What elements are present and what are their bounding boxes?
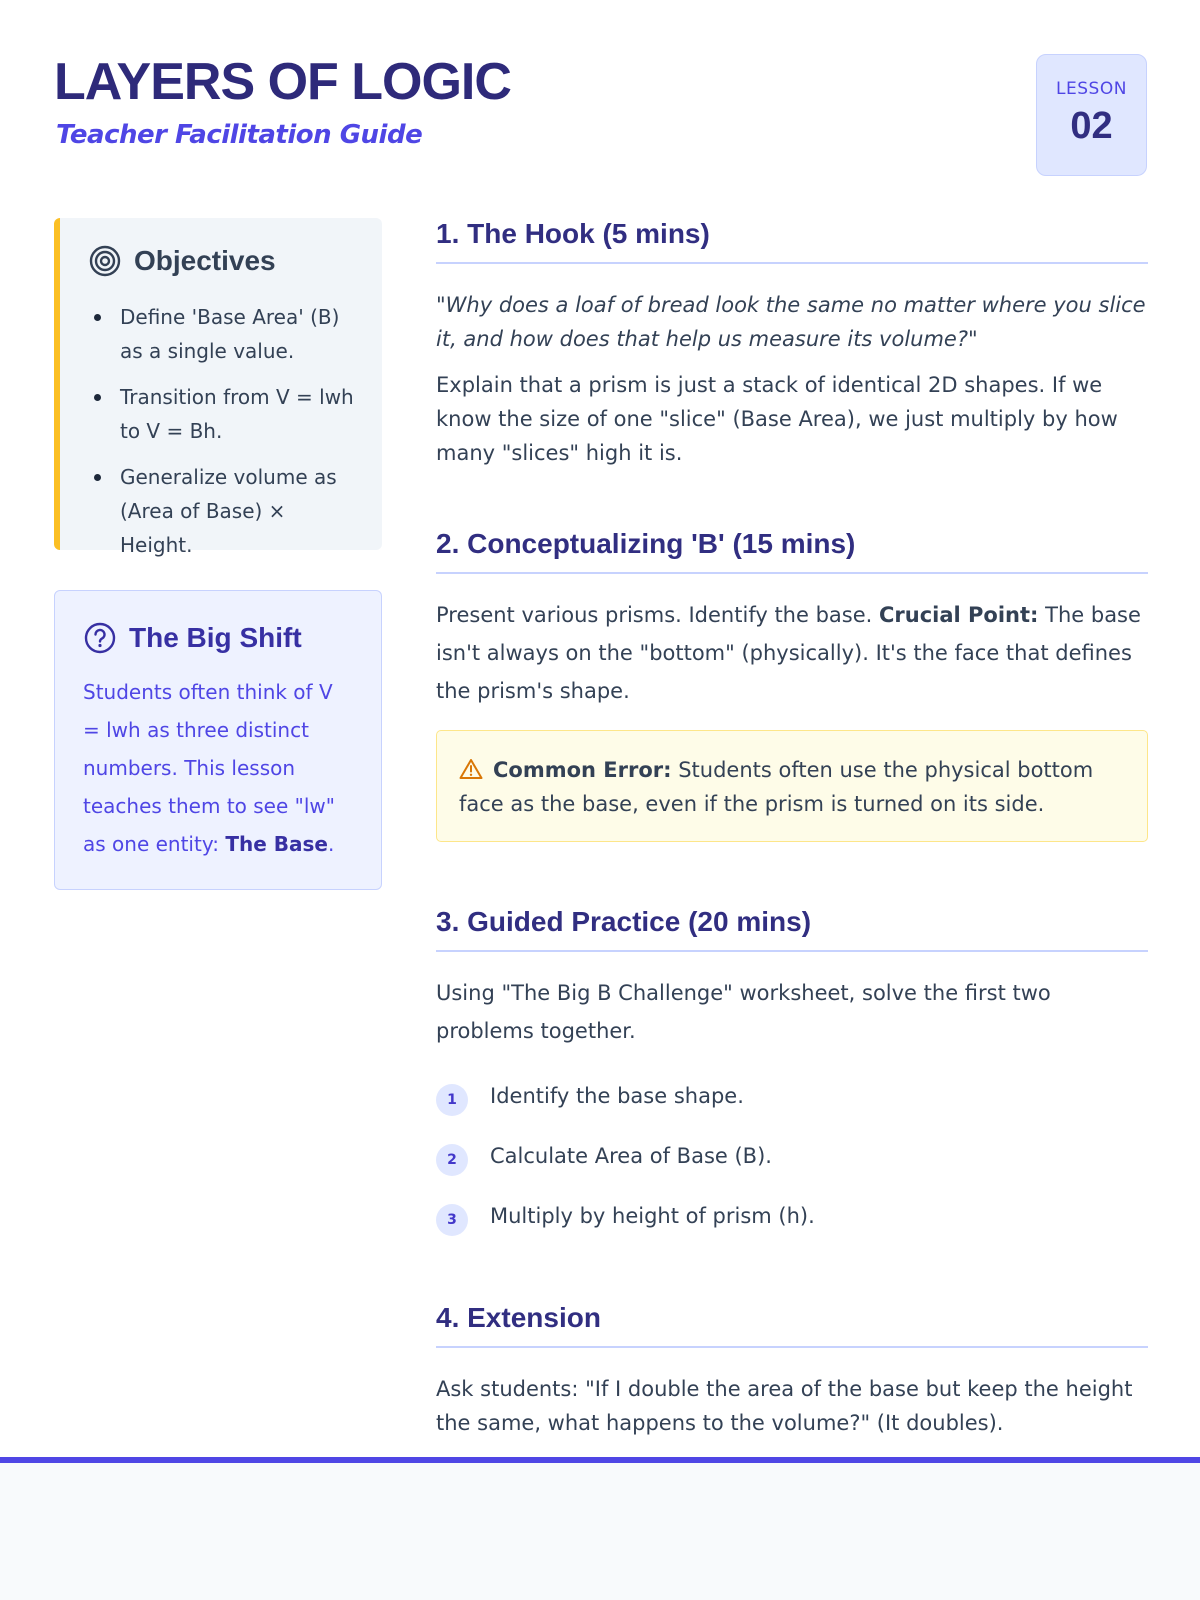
common-error-label: Common Error:: [493, 758, 672, 782]
concept-text-body: The base isn't always on the "bottom" (physically). It's the face that defines the prism's shape.: [436, 603, 1141, 703]
page-title: LAYERS OF LOGIC: [54, 53, 511, 111]
objectives-list: [88, 300, 354, 562]
section-title: 3. Guided Practice (20 mins): [436, 906, 1148, 952]
list-item: [436, 1070, 1148, 1130]
target-icon: [88, 244, 122, 278]
section-concept: [436, 528, 1148, 842]
step-text: Calculate Area of Base (B).: [490, 1144, 772, 1168]
hook-text: Explain that a prism is just a stack of identical 2D shapes. If we know the size of one "slice" (Base Area), we just multiply by how many "slices" high it is.: [436, 373, 1118, 465]
steps-list: [436, 1070, 1148, 1250]
footer-area: [0, 1463, 1200, 1600]
big-shift-text: [83, 673, 353, 863]
question-circle-icon: [83, 621, 117, 655]
list-item: Define 'Base Area' (B) as a single value.: [88, 300, 354, 368]
objectives-title: Objectives: [134, 245, 276, 276]
concept-text-lead: Present various prisms. Identify the base.: [436, 603, 879, 627]
step-number: 1: [436, 1084, 468, 1116]
lesson-number: 02: [1070, 105, 1113, 147]
big-shift-title: The Big Shift: [129, 622, 302, 653]
big-shift-text-end: .: [327, 832, 335, 856]
crucial-point-label: Crucial Point:: [879, 603, 1039, 627]
big-shift-card: [54, 590, 382, 890]
lesson-badge: [1036, 54, 1147, 176]
step-number: 3: [436, 1204, 468, 1236]
section-hook: [436, 218, 1148, 470]
step-number: 2: [436, 1144, 468, 1176]
section-title: 2. Conceptualizing 'B' (15 mins): [436, 528, 1148, 574]
page-subtitle: Teacher Facilitation Guide: [56, 120, 423, 150]
list-item: Generalize volume as (Area of Base) × Height.: [88, 460, 354, 562]
objectives-header: [88, 244, 354, 278]
main-content: [436, 218, 1148, 1440]
list-item: Transition from V = lwh to V = Bh.: [88, 380, 354, 448]
section-extension: [436, 1302, 1148, 1440]
hook-quote: "Why does a loaf of bread look the same no matter where you slice it, and how does that help us measure its volume?": [436, 293, 1146, 351]
section-title: 4. Extension: [436, 1302, 1148, 1348]
common-error-text: Students often use the physical bottom face as the base, even if the prism is turned on its side.: [459, 758, 1094, 816]
objectives-card: [54, 218, 382, 557]
step-text: Multiply by height of prism (h).: [490, 1204, 815, 1228]
extension-text: Ask students: "If I double the area of the base but keep the height the same, what happens to the volume?" (It doubles).: [436, 1377, 1133, 1435]
practice-text: Using "The Big B Challenge" worksheet, solve the first two problems together.: [436, 981, 1051, 1043]
section-practice: [436, 906, 1148, 1250]
warning-icon: [459, 756, 483, 778]
big-shift-emphasis: The Base: [225, 832, 328, 856]
concept-text: [436, 596, 1148, 710]
lesson-label: LESSON: [1056, 79, 1127, 99]
common-error-callout: [436, 730, 1148, 842]
step-text: Identify the base shape.: [490, 1084, 744, 1108]
section-title: 1. The Hook (5 mins): [436, 218, 1148, 264]
list-item: [436, 1130, 1148, 1190]
list-item: [436, 1190, 1148, 1250]
big-shift-text-body: Students often think of V = lwh as three distinct numbers. This lesson teaches them to see "lw" as one entity:: [83, 680, 335, 856]
big-shift-header: [83, 621, 353, 655]
